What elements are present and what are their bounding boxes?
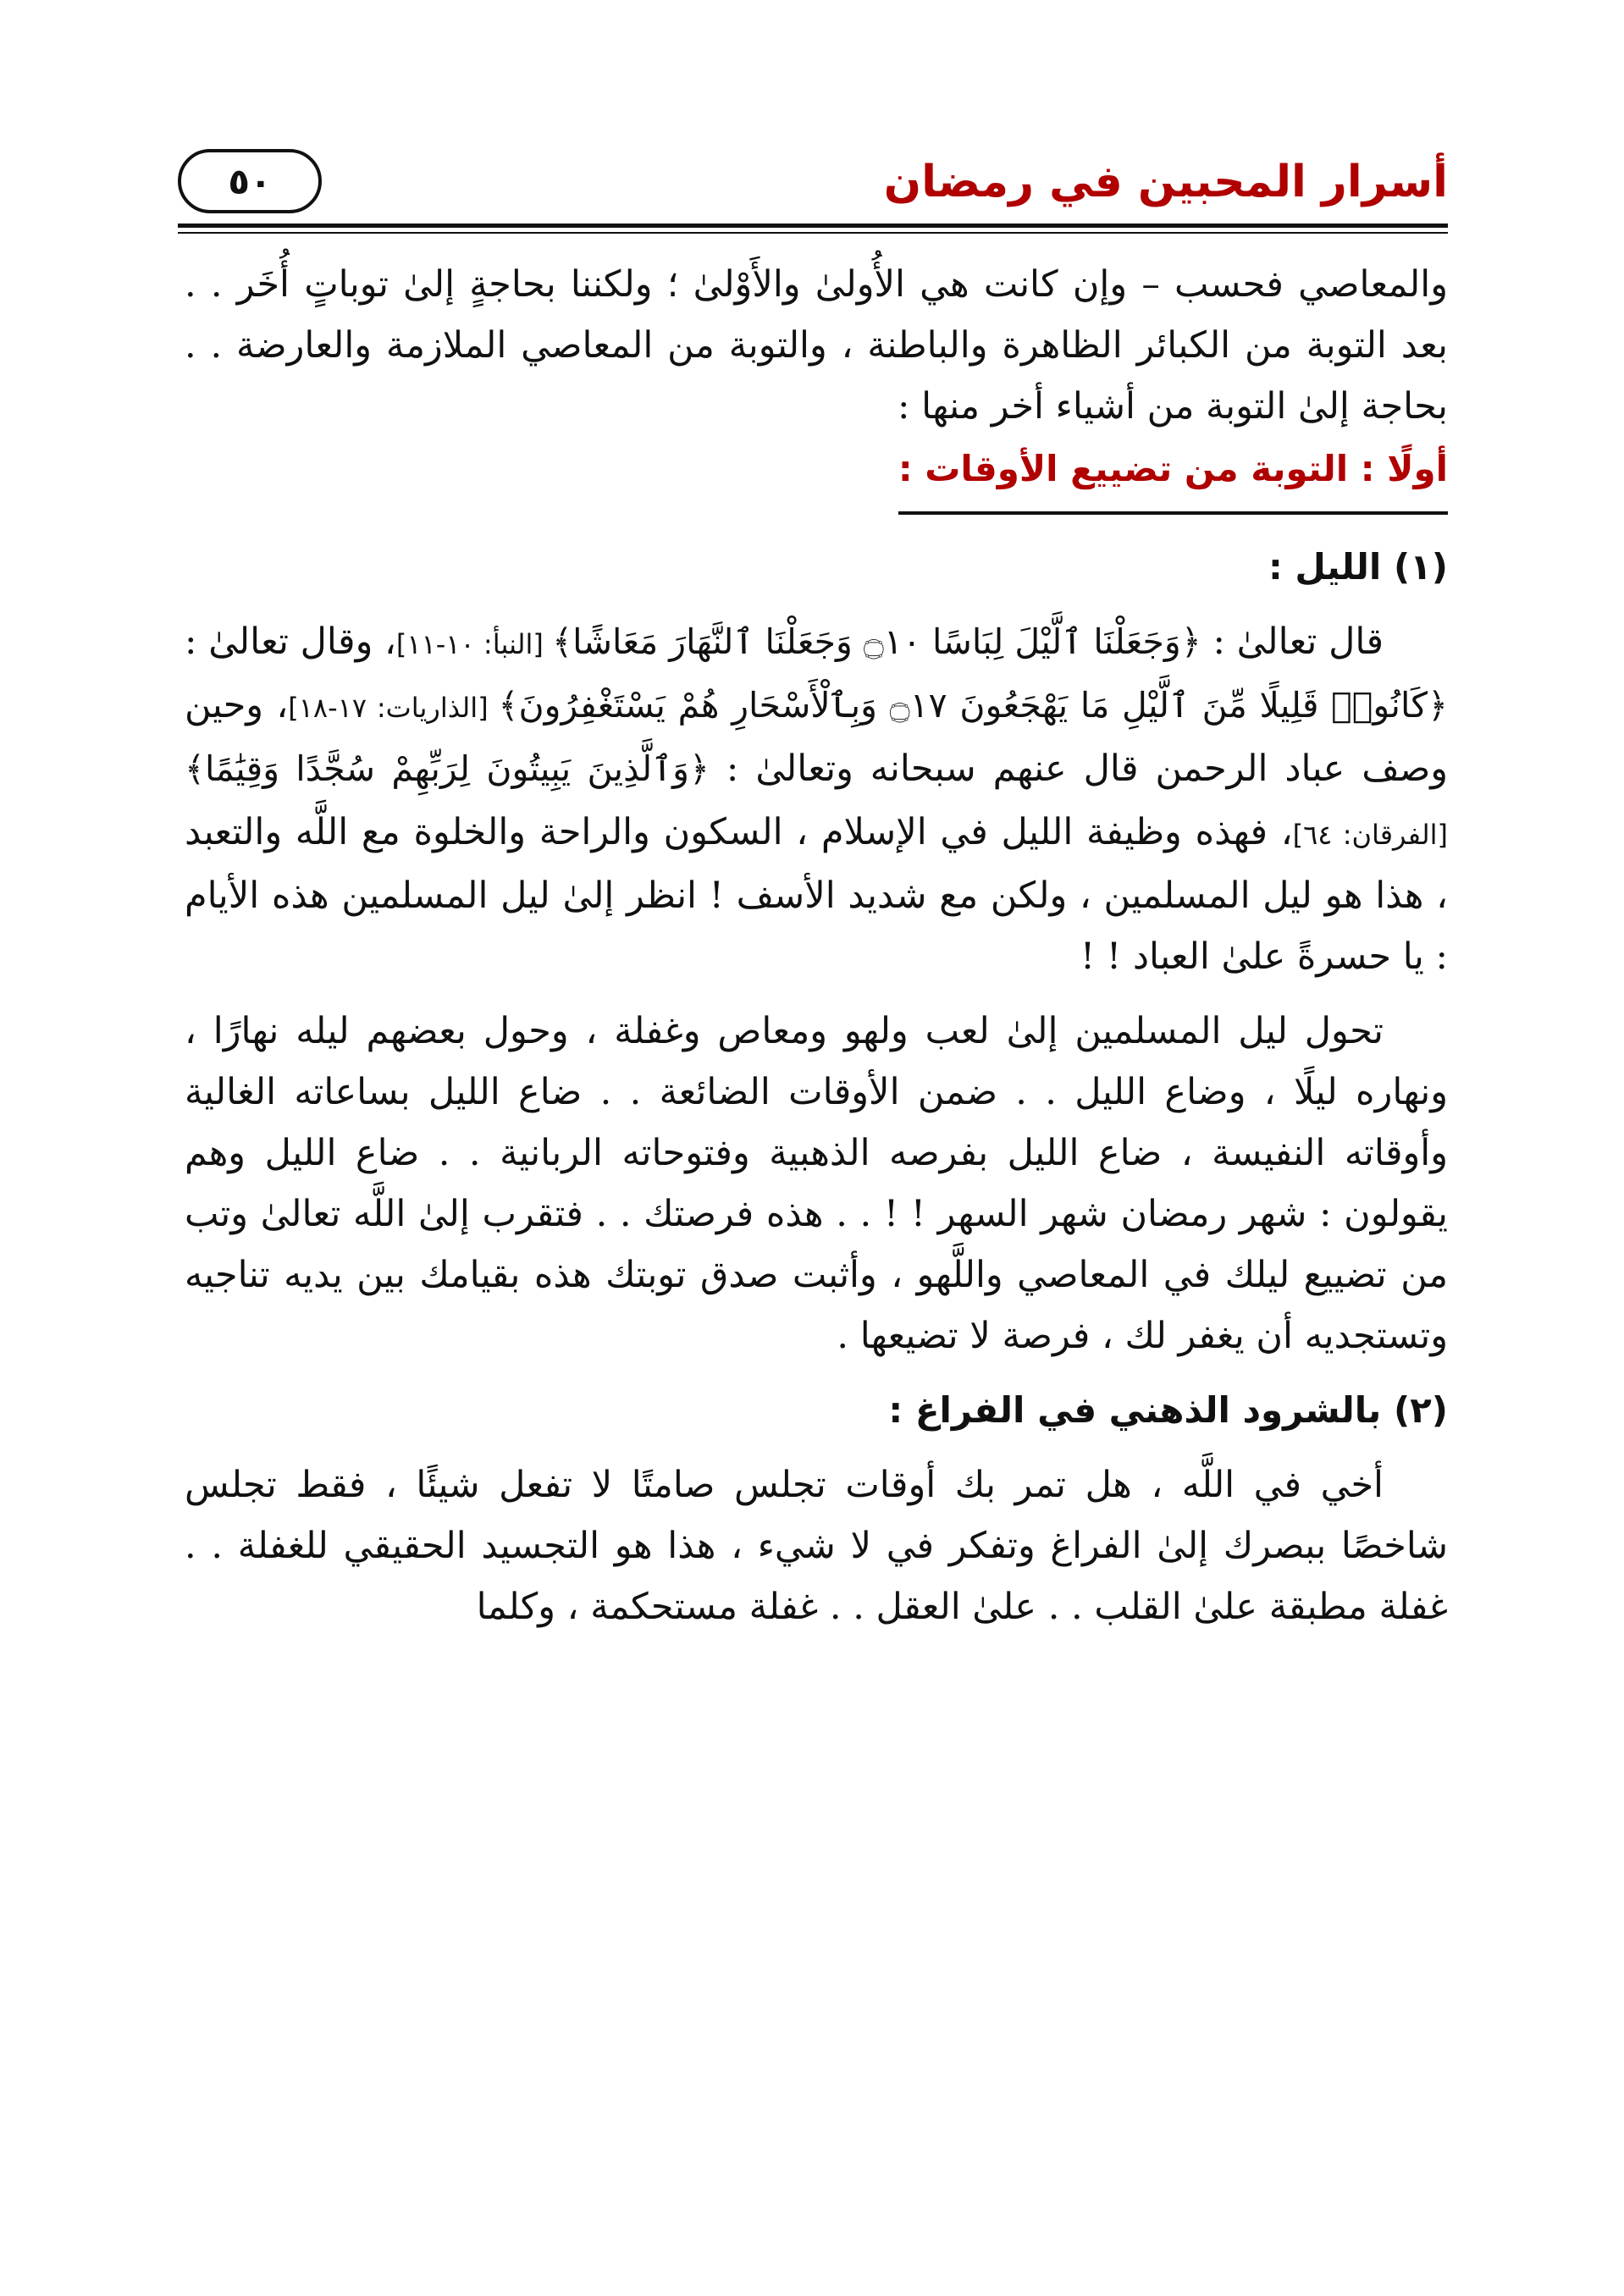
- text-segment: قال تعالىٰ :: [1201, 621, 1384, 663]
- spacer: [185, 598, 1448, 611]
- verse-reference: [الفرقان: ٦٤]: [1292, 819, 1448, 851]
- section-heading-wrap: [185, 439, 1448, 515]
- spacer: [185, 1441, 1448, 1454]
- running-title: أسرار المحبين في رمضان: [883, 157, 1448, 207]
- header-rule: [178, 224, 1448, 228]
- page-body: [185, 254, 1448, 1637]
- text-segment: ، وقال تعالىٰ :: [185, 621, 396, 663]
- quran-verse: ﴿وَٱلَّذِينَ يَبِيتُونَ لِرَبِّهِمْ سُجَّدًا وَقِيَٰمًا﴾: [185, 748, 710, 789]
- text-segment: ، فهذه وظيفة الليل في الإسلام ، السكون والراحة والخلوة مع اللَّه والتعبد ، هذا هو ليل المسلمين ، ولكن مع شديد الأسف ! انظر إلىٰ ليل المسلمين هذه الأيام : يا حسرةً علىٰ العباد ! !: [185, 811, 1448, 978]
- quran-verse: ﴿كَانُوا۟ قَلِيلًا مِّنَ ٱلَّيْلِ مَا يَهْجَعُونَ ۝١٧ وَبِٱلْأَسْحَارِ هُمْ يَسْتَغْفِرُونَ﴾: [498, 685, 1449, 726]
- page-number: ٥٠: [178, 149, 322, 213]
- spacer: [185, 987, 1448, 1001]
- text-segment: ، وحين وصف عباد الرحمن قال عنهم سبحانه وتعالىٰ :: [185, 684, 1448, 790]
- section-heading: أولًا : التوبة من تضييع الأوقات :: [898, 439, 1448, 515]
- subheading-night: (١) الليل :: [1268, 546, 1448, 588]
- spacer: [185, 515, 1448, 537]
- night-paragraph-1: [185, 611, 1448, 987]
- subheading-mind-wandering: (٢) بالشرود الذهني في الفراغ :: [888, 1389, 1448, 1431]
- quran-verse: ﴿وَجَعَلْنَا ٱلَّيْلَ لِبَاسًا ۝١٠ وَجَعَلْنَا ٱلنَّهَارَ مَعَاشًا﴾: [552, 621, 1201, 662]
- spacer: [185, 1366, 1448, 1380]
- header-rule-thin: [178, 232, 1448, 234]
- intro-paragraph: والمعاصي فحسب – وإن كانت هي الأُولىٰ والأَوْلىٰ ؛ ولكننا بحاجةٍ إلىٰ توباتٍ أُخَر . . بعد التوبة من الكبائر الظاهرة والباطنة ، والتوبة من المعاصي الملازمة والعارضة . . بحاجة إلىٰ التوبة من أشياء أخر منها :: [185, 263, 1448, 428]
- verse-reference: [النبأ: ١٠-١١]: [395, 628, 553, 660]
- verse-reference: [الذاريات: ١٧-١٨]: [288, 692, 499, 724]
- page-header: [178, 142, 1448, 235]
- night-paragraph-2: تحول ليل المسلمين إلىٰ لعب ولهو ومعاص وغفلة ، وحول بعضهم ليله نهارًا ، ونهاره ليلًا ، وضاع الليل . . ضمن الأوقات الضائعة . . ضاع الليل بساعاته الغالية وأوقاته النفيسة ، ضاع الليل بفرصه الذهبية وفتوحاته الربانية . . ضاع الليل وهم يقولون : شهر رمضان شهر السهر ! ! . . هذه فرصتك . . فتقرب إلىٰ اللَّه تعالىٰ وتب من تضييع ليلك في المعاصي واللَّهو ، وأثبت صدق توبتك هذه بقيامك بين يديه تناجيه وتستجديه أن يغفر لك ، فرصة لا تضيعها .: [185, 1010, 1448, 1357]
- mind-wandering-paragraph: أخي في اللَّه ، هل تمر بك أوقات تجلس صامتًا لا تفعل شيئًا ، فقط تجلس شاخصًا ببصرك إلىٰ الفراغ وتفكر في لا شيء ، هذا هو التجسيد الحقيقي للغفلة . . غفلة مطبقة علىٰ القلب . . علىٰ العقل . . غفلة مستحكمة ، وكلما: [185, 1464, 1448, 1628]
